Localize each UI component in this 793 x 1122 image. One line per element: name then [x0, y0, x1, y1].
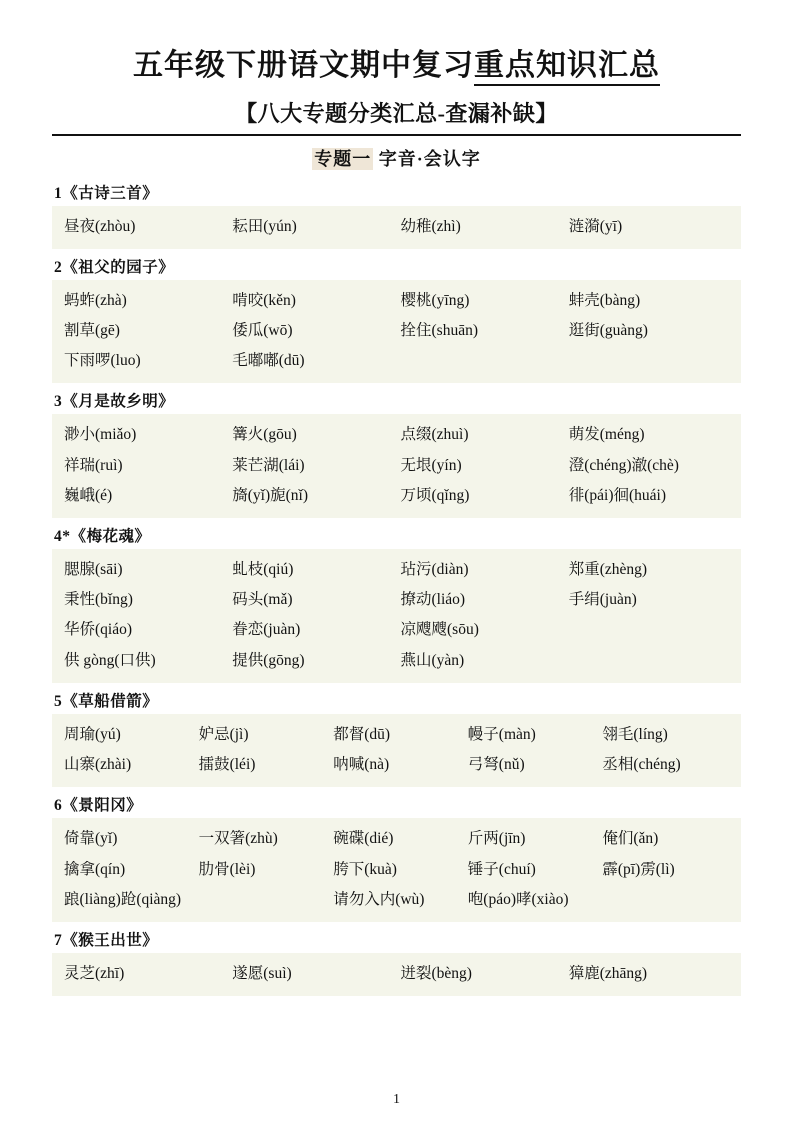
word-item: 擂鼓(léi)	[198, 756, 256, 774]
word-item: 提供(gōng)	[232, 651, 305, 669]
word-row	[60, 481, 733, 511]
word-item: 翎毛(líng)	[602, 725, 668, 743]
word-item	[598, 885, 733, 915]
word-item: 啃咬(kěn)	[232, 291, 296, 309]
word-item: 澄(chéng)澈(chè)	[568, 456, 679, 474]
word-item: 幔子(màn)	[467, 725, 536, 743]
word-item: 巍峨(é)	[64, 486, 113, 504]
word-item: 锤子(chuí)	[467, 860, 536, 878]
page-title-underlined: 重点知识汇总	[474, 49, 660, 86]
lesson-entry	[52, 181, 741, 249]
word-block	[52, 414, 741, 518]
word-row	[60, 720, 733, 750]
word-row	[60, 316, 733, 346]
lesson-title: 7《猴王出世》	[54, 932, 159, 949]
word-item: 霹(pī)雳(lì)	[602, 860, 675, 878]
word-item: 拴住(shuān)	[400, 321, 478, 339]
word-item: 丞相(chéng)	[602, 756, 681, 774]
word-item: 都督(dū)	[333, 725, 391, 743]
lesson-entry	[52, 689, 741, 787]
header-divider	[52, 134, 741, 136]
word-item: 獐鹿(zhāng)	[568, 965, 648, 982]
word-row	[60, 286, 733, 316]
page-title-plain: 五年级下册语文期中复习	[133, 49, 474, 82]
word-item: 秉性(bǐng)	[64, 591, 133, 609]
word-item: 擒拿(qín)	[64, 860, 126, 878]
word-item: 俺们(ǎn)	[602, 830, 659, 848]
word-row	[60, 824, 733, 854]
page-number: 1	[393, 1092, 400, 1107]
word-row	[60, 420, 733, 450]
word-row	[60, 646, 733, 676]
word-item: 渺小(miǎo)	[64, 426, 137, 444]
word-item: 弓弩(nǔ)	[467, 756, 525, 774]
word-item: 遂愿(suì)	[232, 965, 292, 982]
lesson-title: 2《祖父的园子》	[54, 258, 175, 276]
word-item: 篝火(gōu)	[232, 426, 297, 444]
lesson-entry	[52, 928, 741, 996]
word-item: 虬枝(qiú)	[232, 561, 294, 579]
word-item: 无垠(yín)	[400, 456, 462, 474]
word-row	[60, 346, 733, 376]
page-subtitle: 【八大专题分类汇总-查漏补缺】	[235, 100, 558, 126]
word-item: 旖(yǐ)旎(nǐ)	[232, 486, 309, 504]
word-item: 腮腺(sāi)	[64, 561, 123, 579]
lesson-entry	[52, 524, 741, 683]
word-item: 迸裂(bèng)	[400, 965, 472, 982]
word-item: 蚂蚱(zhà)	[64, 291, 127, 309]
word-item: 咆(páo)哮(xiào)	[467, 890, 569, 908]
lesson-title: 4*《梅花魂》	[54, 528, 151, 546]
word-item: 割草(gē)	[64, 321, 120, 339]
word-item: 祥瑞(ruì)	[64, 456, 123, 474]
word-row	[60, 212, 733, 242]
word-item: 莱芒湖(lái)	[232, 456, 305, 474]
word-item: 请勿入内(wù)	[333, 890, 425, 908]
word-item: 万顷(qǐng)	[400, 486, 470, 504]
word-item	[565, 646, 733, 676]
word-item: 一双箸(zhù)	[198, 830, 278, 848]
word-item: 郑重(zhèng)	[568, 561, 648, 579]
word-item: 逛街(guàng)	[568, 321, 648, 339]
word-row	[60, 585, 733, 615]
word-row	[60, 959, 733, 989]
word-item: 山寨(zhài)	[64, 756, 132, 774]
word-item: 踉(liàng)跄(qiàng)	[64, 890, 182, 908]
section-heading-label: 专题一	[314, 148, 372, 169]
lesson-entry	[52, 389, 741, 518]
lesson-entry	[52, 793, 741, 922]
word-item: 樱桃(yīng)	[400, 291, 470, 309]
word-row	[60, 451, 733, 481]
word-item: 下雨啰(luo)	[64, 352, 141, 370]
word-item: 毛嘟嘟(dū)	[232, 352, 305, 370]
section-heading	[52, 145, 741, 171]
word-block	[52, 714, 741, 787]
word-row	[60, 555, 733, 585]
word-item: 蚌壳(bàng)	[568, 291, 641, 309]
word-item: 碗碟(dié)	[333, 830, 394, 848]
word-item: 眷恋(juàn)	[232, 621, 301, 639]
word-block	[52, 818, 741, 922]
word-item: 手绢(juàn)	[568, 591, 637, 609]
word-item: 华侨(qiáo)	[64, 621, 133, 639]
word-item: 徘(pái)徊(huái)	[568, 486, 667, 504]
word-item: 耘田(yún)	[232, 217, 297, 235]
word-item: 凉飕飕(sōu)	[400, 621, 479, 639]
word-item: 灵芝(zhī)	[64, 965, 125, 982]
lesson-title: 6《景阳冈》	[54, 797, 143, 815]
word-item: 幼稚(zhì)	[400, 217, 461, 235]
word-item: 供 gòng(口供)	[64, 651, 156, 669]
lesson-list	[52, 181, 741, 997]
word-item: 撩动(liáo)	[400, 591, 466, 609]
section-heading-rest: 字音·会认字	[378, 148, 481, 169]
word-block	[52, 280, 741, 384]
word-row	[60, 885, 733, 915]
word-item	[565, 615, 733, 645]
lesson-entry	[52, 255, 741, 384]
lesson-title: 1《古诗三首》	[54, 184, 159, 202]
word-item: 点缀(zhuì)	[400, 426, 469, 444]
word-block	[52, 206, 741, 249]
word-row	[60, 615, 733, 645]
word-item: 斤两(jīn)	[467, 830, 526, 848]
lesson-title: 5《草船借箭》	[54, 692, 159, 710]
word-item: 肋骨(lèi)	[198, 860, 256, 878]
word-item: 倭瓜(wō)	[232, 321, 293, 339]
word-item	[195, 885, 330, 915]
word-item	[397, 346, 565, 376]
word-item: 周瑜(yú)	[64, 725, 121, 743]
word-item: 萌发(méng)	[568, 426, 645, 444]
word-item: 昼夜(zhòu)	[64, 217, 136, 235]
word-row	[60, 855, 733, 885]
word-row	[60, 750, 733, 780]
word-item: 涟漪(yī)	[568, 217, 623, 235]
word-item: 胯下(kuà)	[333, 860, 397, 878]
word-block	[52, 549, 741, 683]
word-item: 燕山(yàn)	[400, 651, 465, 669]
word-item	[565, 346, 733, 376]
page-title	[52, 46, 741, 87]
word-item: 码头(mǎ)	[232, 591, 293, 609]
word-item: 呐喊(nà)	[333, 756, 390, 774]
word-block	[52, 953, 741, 996]
word-item: 倚靠(yǐ)	[64, 830, 118, 848]
word-item: 玷污(diàn)	[400, 561, 469, 579]
word-item: 妒忌(jì)	[198, 725, 249, 743]
lesson-title: 3《月是故乡明》	[54, 393, 175, 411]
